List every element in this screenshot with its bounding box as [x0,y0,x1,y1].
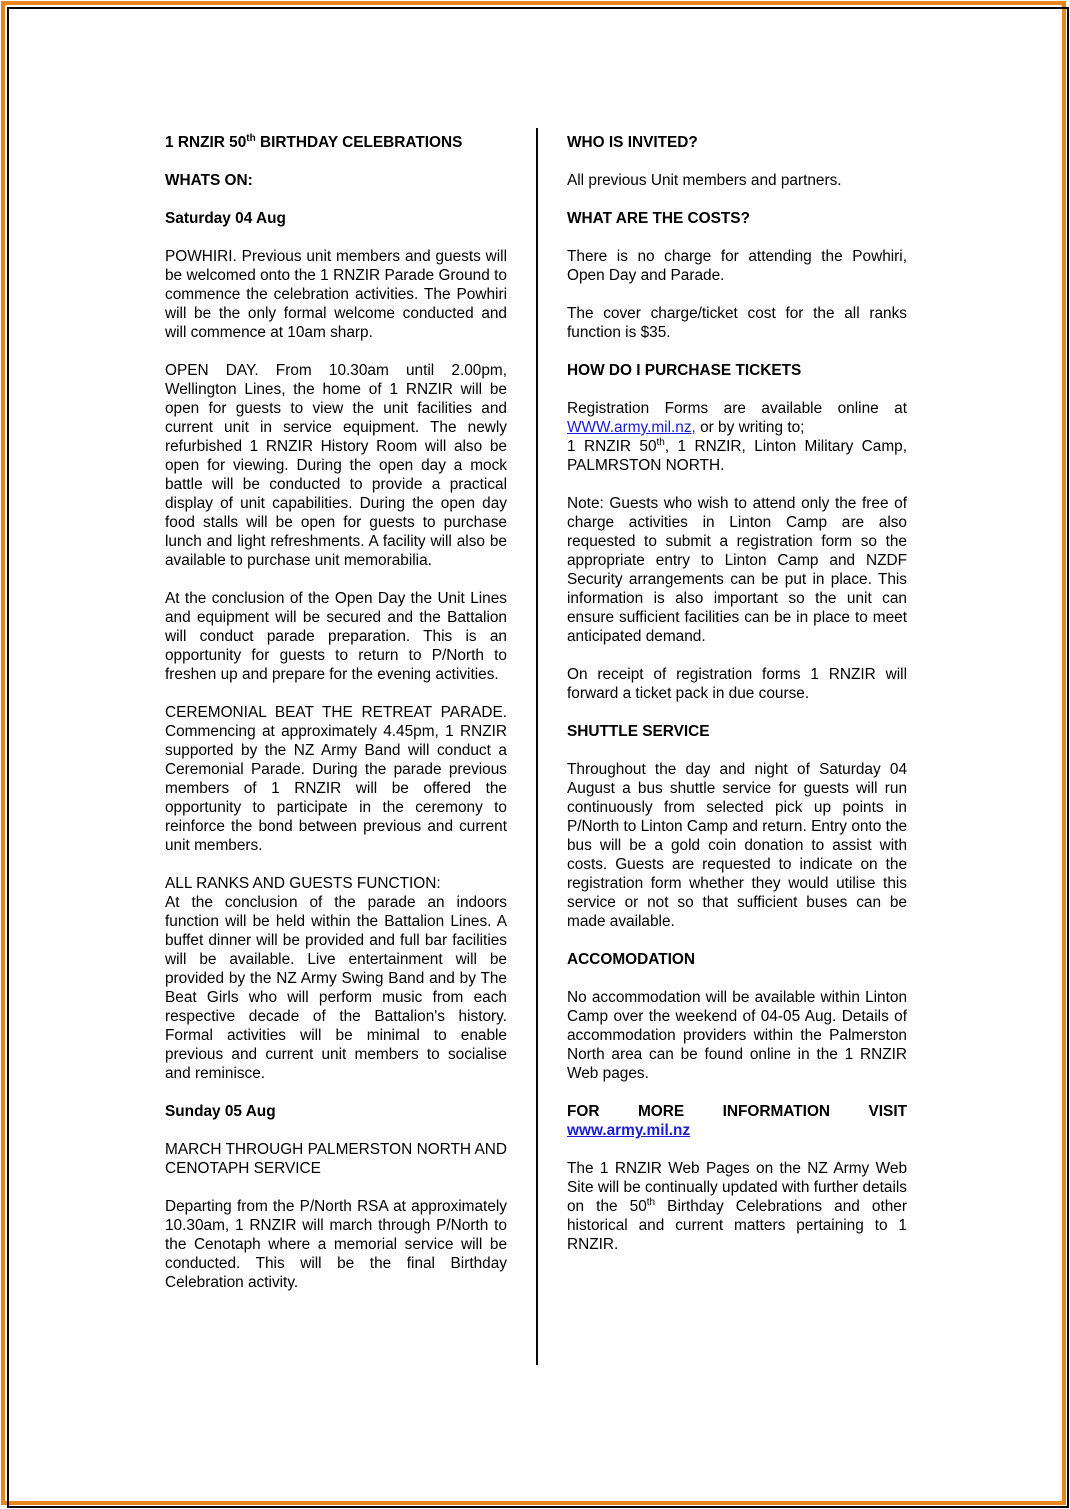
heading-more-information [567,1102,907,1140]
para-web-pages [567,1159,907,1254]
para-open-day [165,361,507,570]
text-run: At the conclusion of the Open Day the Unit Lines and equipment will be secured and the Battalion will conduct parade preparation. This is an opportunity for guests to return to P/North to freshen up and prepare for the evening activities. [165,590,507,683]
text-run: BIRTHDAY CELEBRATIONS [255,134,463,151]
heading-saturday-04-aug [165,209,507,228]
text-run: Throughout the day and night of Saturday 04 August a bus shuttle service for guests will run continuously from selected pick up points in P/North to Linton Camp and return. Entry onto the bus will be a gold coin donation to assist with costs. Guests are requested to indicate on the registration form whether they would utilise this service or not so that sufficient buses can be made available. [567,761,907,930]
text-run: The 1 RNZIR Web Pages on the NZ Army Web Site will be continually updated with further details on the 50 [567,1160,907,1215]
text-run: Departing from the P/North RSA at approximately 10.30am, 1 RNZIR will march through P/North to the Cenotaph where a memorial service will be conducted. This will be the final Birthday Celebration activity. [165,1198,507,1291]
text-run: or by writing to; [695,419,805,436]
text-run: SHUTTLE SERVICE [567,723,710,740]
text-run: All previous Unit members and partners. [567,172,842,189]
doc-title [165,133,507,152]
text-run: Saturday 04 Aug [165,210,286,227]
para-march-cenotaph [165,1140,507,1178]
heading-who-is-invited [567,133,907,152]
heading-sunday-05-aug [165,1102,507,1121]
heading-purchase-tickets [567,361,907,380]
para-all-ranks-function [165,874,507,1083]
text-run: , 1 RNZIR, Linton Military Camp, PALMRSTON NORTH. [567,438,907,474]
heading-accomodation [567,950,907,969]
para-ceremonial-parade [165,703,507,855]
text-run: Registration Forms are available online at [567,400,907,417]
para-powhiri [165,247,507,342]
para-ticket-pack [567,665,907,703]
para-departing [165,1197,507,1292]
superscript-text: th [646,1196,656,1208]
text-run: ALL RANKS AND GUESTS FUNCTION: [165,875,441,892]
text-run: 1 RNZIR 50 [165,134,247,151]
para-cover-charge [567,304,907,342]
text-run: Sunday 05 Aug [165,1103,276,1120]
text-run: CEREMONIAL BEAT THE RETREAT PARADE. Commencing at approximately 4.45pm, 1 RNZIR supported by the NZ Army Band will conduct a Ceremonial Parade. During the parade previous members of 1 RNZIR will be offered the opportunity to participate in the ceremony to reinforce the bond between previous and current unit members. [165,704,507,854]
para-note-free-activities [567,494,907,646]
text-run: ACCOMODATION [567,951,695,968]
text-run: Note: Guests who wish to attend only the free of charge activities in Linton Camp are also requested to submit a registration form so the appropriate entry to Linton Camp and NZDF Security arrangements can be put in place. This information is also important so the unit can ensure sufficient facilities can be in place to meet anticipated demand. [567,495,907,645]
text-run: OPEN DAY. From 10.30am until 2.00pm, Wellington Lines, the home of 1 RNZIR will be open for guests to view the unit facilities and current unit in service equipment. The newly refurbished 1 RNZIR History Room will also be open for viewing. During the open day a mock battle will be conducted to provide a practical display of unit capabilities. During the open day food stalls will be open for guests to purchase lunch and light refreshments. A facility will also be available to purchase unit memorabilia. [165,362,507,569]
left-column [165,133,507,1311]
text-run: There is no charge for attending the Powhiri, Open Day and Parade. [567,248,907,284]
text-run: FOR MORE INFORMATION VISIT [567,1103,907,1120]
text-run: WHO IS INVITED? [567,134,698,151]
superscript-text: th [656,436,665,448]
para-registration [567,399,907,475]
column-divider [536,128,538,1365]
text-run: 1 RNZIR 50 [567,438,657,455]
text-run: On receipt of registration forms 1 RNZIR will forward a ticket pack in due course. [567,666,907,702]
text-run: Birthday Celebrations and other historical and current matters pertaining to 1 RNZIR. [567,1198,907,1253]
text-run: WHAT ARE THE COSTS? [567,210,750,227]
para-open-day-conclusion [165,589,507,684]
text-run: The cover charge/ticket cost for the all ranks function is $35. [567,305,907,341]
heading-shuttle-service [567,722,907,741]
para-shuttle [567,760,907,931]
para-accommodation [567,988,907,1083]
para-no-charge [567,247,907,285]
text-run: At the conclusion of the parade an indoors function will be held within the Battalion Lines. A buffet dinner will be provided and full bar facilities will be available. Live entertainment will be provided by the NZ Army Swing Band and by The Beat Girls who will perform music from each respective decade of the Battalion's history. Formal activities will be minimal to enable previous and current unit members to socialise and reminisce. [165,894,507,1082]
army-website-link[interactable]: WWW.army.mil.nz, [567,419,696,436]
text-run: WHATS ON: [165,172,253,189]
heading-whats-on [165,171,507,190]
text-run: MARCH THROUGH PALMERSTON NORTH AND CENOTAPH SERVICE [165,1141,507,1177]
army-website-footer-link[interactable]: www.army.mil.nz [567,1122,691,1139]
superscript-text: th [246,132,256,144]
text-run: POWHIRI. Previous unit members and guests will be welcomed onto the 1 RNZIR Parade Ground to commence the celebration activities. The Powhiri will be the only formal welcome conducted and will commence at 10am sharp. [165,248,507,341]
text-run: HOW DO I PURCHASE TICKETS [567,362,802,379]
heading-costs [567,209,907,228]
para-invited [567,171,907,190]
text-run: No accommodation will be available within Linton Camp over the weekend of 04-05 Aug. Details of accommodation providers within the Palmerston North area can be found online in the 1 RNZIR Web pages. [567,989,907,1082]
right-column [567,133,907,1273]
